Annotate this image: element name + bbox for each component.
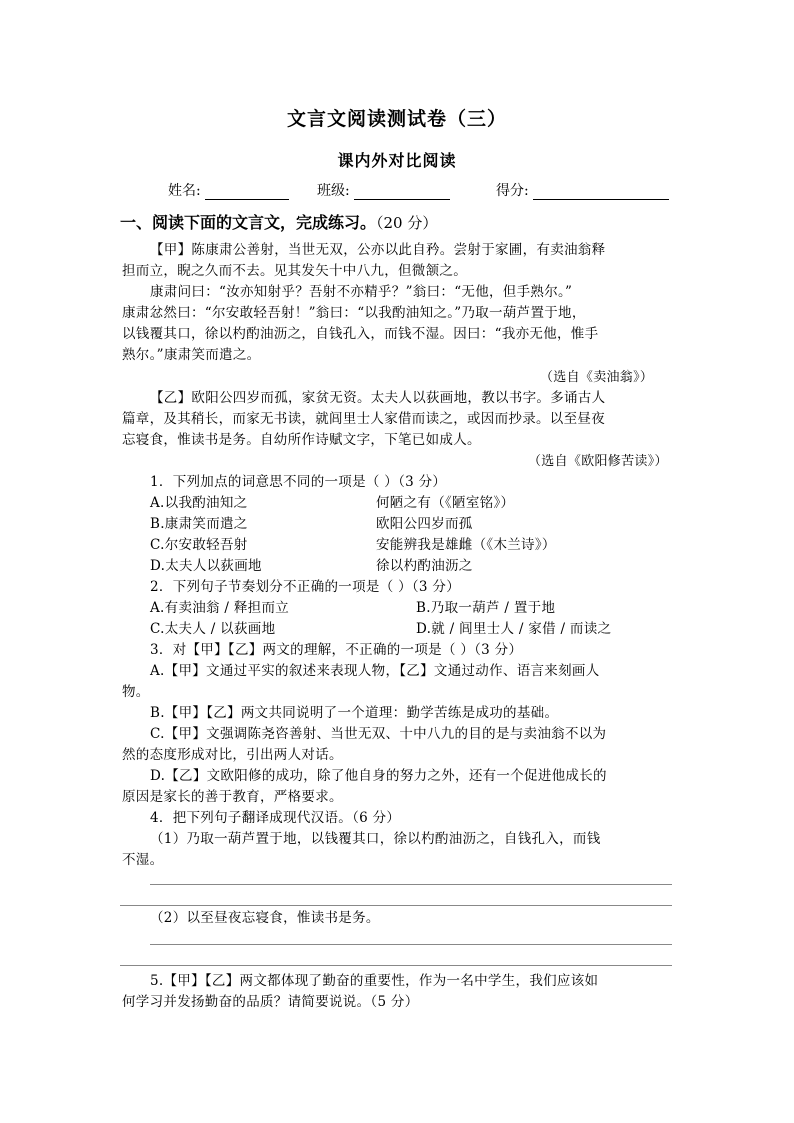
q1-stem: 1．下列加点的词意思不同的一项是（ ）（3 分） [150,474,447,490]
q4-sentence-1-cont: 不湿。 [122,852,164,868]
answer-line[interactable] [120,905,672,906]
q4-stem: 4．把下列句子翻译成现代汉语。（6 分） [150,810,401,826]
q1-option-b-left: B.康肃笑而遣之 [150,516,248,532]
passage-jia-line: 以钱覆其口，徐以杓酌油沥之，自钱孔入，而钱不湿。因曰：“我亦无他，惟手 [122,326,599,342]
answer-line[interactable] [120,965,672,966]
name-blank[interactable] [205,185,289,200]
q1-option-d-left: D.太夫人以荻画地 [150,558,262,574]
q4-sentence-2: （2）以至昼夜忘寝食，惟读书是务。 [150,910,380,926]
q3-option-line: 然的态度形成对比，引出两人对话。 [122,747,343,763]
name-field[interactable] [168,180,289,200]
section-points: （20 分） [376,214,438,232]
q3-option-line: 物。 [122,684,150,700]
q5-line: 何学习并发扬勤奋的品质？请简要说说。（5 分） [122,994,419,1010]
passage-yi-line: 【乙】欧阳公四岁而孤，家贫无资。太夫人以荻画地，教以书字。多诵古人 [150,390,606,406]
q5-line: 5.【甲】【乙】两文都体现了勤奋的重要性，作为一名中学生，我们应该如 [150,973,599,989]
q3-option-line: C.【甲】文强调陈尧咨善射、当世无双、十中八九的目的是与卖油翁不以为 [150,726,607,742]
q3-option-line: D.【乙】文欧阳修的成功，除了他自身的努力之外，还有一个促进他成长的 [150,768,607,784]
passage-jia-line: 康肃忿然曰：“尔安敢轻吾射！”翁曰：“以我酌油知之。”乃取一葫芦置于地， [122,305,586,321]
passage-yi-line: 忘寝食，惟读书是务。自幼所作诗赋文字，下笔已如成人。 [122,432,481,448]
passage-jia-line: 康肃问曰：“汝亦知射乎？吾射不亦精乎？”翁曰：“无他，但手熟尔。” [150,284,573,300]
passage-jia-line: 熟尔。”康肃笑而遣之。 [122,347,261,363]
q1-option-c-right: 安能辨我是雄雌（《木兰诗》） [376,537,556,553]
q1-option-a-right: 何陋之有（《陋室铭》） [376,495,515,511]
name-label: 姓名: [168,183,201,199]
q1-option-a-left: A.以我酌油知之 [150,495,248,511]
q1-option-c-left: C.尔安敢轻吾射 [150,537,248,553]
passage-yi-source: （选自《欧阳修苦读》） [528,454,668,469]
class-blank[interactable] [354,185,450,200]
q2-option-a: A.有卖油翁 / 释担而立 [150,600,290,616]
answer-line[interactable] [150,884,672,885]
q2-option-b: B.乃取一葫芦 / 置于地 [416,600,556,616]
q1-option-d-right: 徐以杓酌油沥之 [376,558,473,574]
q3-option-line: B.【甲】【乙】两文共同说明了一个道理：勤学苦练是成功的基础。 [150,705,559,721]
class-label: 班级: [317,183,350,199]
passage-jia-line: 【甲】陈康肃公善射，当世无双，公亦以此自矜。尝射于家圃，有卖油翁释 [150,242,606,258]
q4-sentence-1: （1）乃取一葫芦置于地，以钱覆其口，徐以杓酌油沥之，自钱孔入，而钱 [150,831,601,847]
class-field[interactable] [317,180,450,200]
score-field[interactable] [496,180,669,200]
score-blank[interactable] [533,185,669,200]
q3-stem: 3．对【甲】【乙】两文的理解，不正确的一项是（ ）（3 分） [150,642,523,658]
q3-option-line: A.【甲】文通过平实的叙述来表现人物，【乙】文通过动作、语言来刻画人 [150,663,600,679]
passage-yi-line: 篇章，及其稍长，而家无书读，就闾里士人家借而读之，或因而抄录。以至昼夜 [122,411,605,427]
section-heading [120,210,437,233]
q3-option-line: 原因是家长的善于教育，严格要求。 [122,789,343,805]
q2-stem: 2．下列句子节奏划分不正确的一项是（ ）（3 分） [150,579,461,595]
q1-option-b-right: 欧阳公四岁而孤 [376,516,473,532]
page-title: 文言文阅读测试卷（三） [286,108,507,130]
page-subtitle: 课内外对比阅读 [337,151,457,170]
passage-jia-line: 担而立，睨之久而不去。见其发矢十中八九，但微颔之。 [122,263,467,279]
q2-option-c: C.太夫人 / 以荻画地 [150,621,276,637]
passage-jia-source: （选自《卖油翁》） [540,370,654,385]
section-label: 一、阅读下面的文言文，完成练习。 [120,213,377,232]
score-label: 得分: [496,183,529,199]
q2-option-d: D.就 / 闾里士人 / 家借 / 而读之 [416,621,612,637]
answer-line[interactable] [150,944,672,945]
